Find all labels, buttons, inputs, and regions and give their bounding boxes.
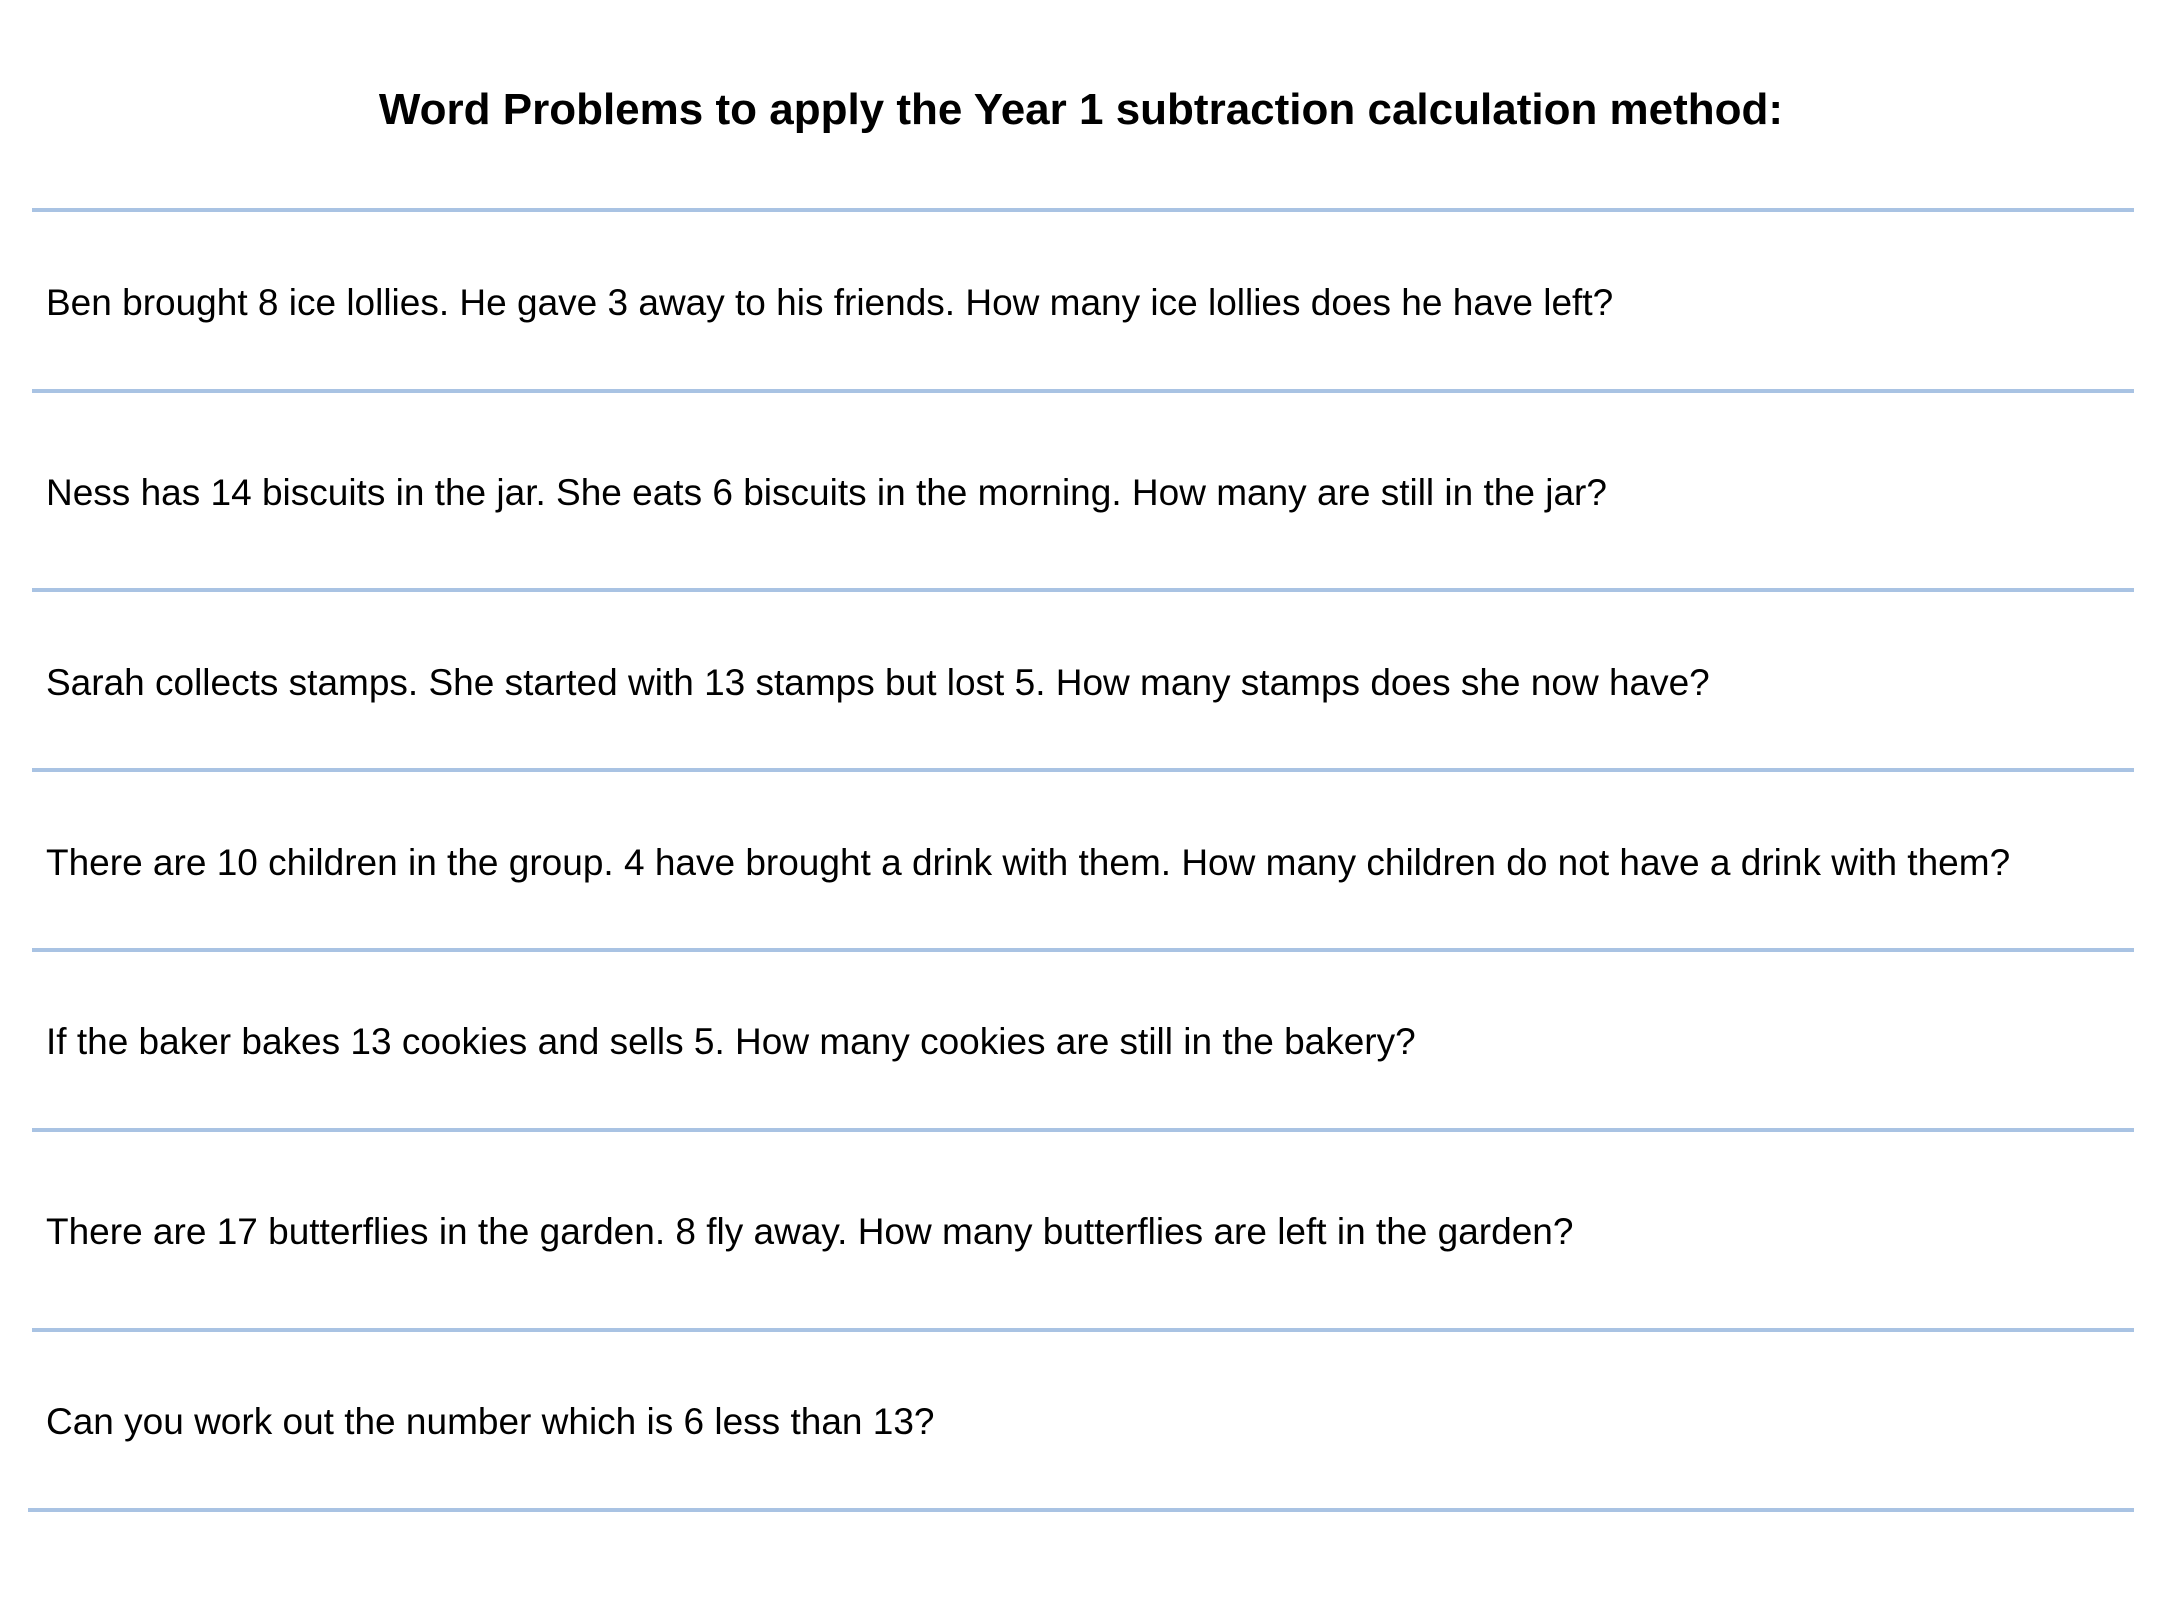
word-problem-1: Ben brought 8 ice lollies. He gave 3 away to his friends. How many ice lollies does he have left?: [46, 282, 1614, 323]
divider-line: [32, 208, 2134, 212]
divider-line: [32, 948, 2134, 952]
word-problem-6: There are 17 butterflies in the garden. 8 fly away. How many butterflies are left in the garden?: [46, 1211, 1574, 1252]
word-problem-4: There are 10 children in the group. 4 have brought a drink with them. How many children do not have a drink with them?: [46, 842, 2011, 883]
page-title: Word Problems to apply the Year 1 subtraction calculation method:: [378, 85, 1784, 134]
word-problem-5: If the baker bakes 13 cookies and sells 5. How many cookies are still in the bakery?: [46, 1021, 1416, 1062]
word-problem-3: Sarah collects stamps. She started with 13 stamps but lost 5. How many stamps does she now have?: [46, 662, 1710, 703]
divider-line: [32, 768, 2134, 772]
word-problem-7: Can you work out the number which is 6 less than 13?: [46, 1401, 935, 1442]
divider-line: [32, 1328, 2134, 1332]
divider-line: [32, 588, 2134, 592]
divider-line: [28, 1508, 2134, 1512]
divider-line: [32, 1128, 2134, 1132]
word-problem-2: Ness has 14 biscuits in the jar. She eats 6 biscuits in the morning. How many are still in the jar?: [46, 472, 1607, 513]
divider-line: [32, 389, 2134, 393]
